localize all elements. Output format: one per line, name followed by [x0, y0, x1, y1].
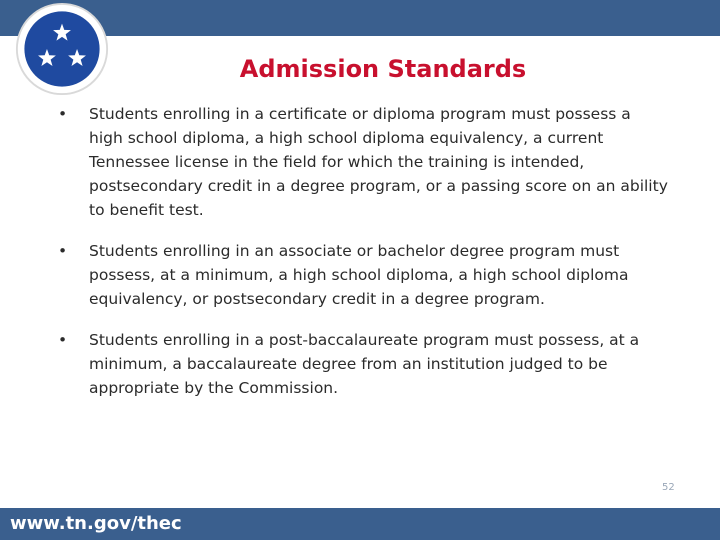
bullet-item [58, 102, 668, 222]
footer-banner [0, 508, 720, 540]
bullet-text: Students enrolling in a certificate or diploma program must possess a high school diploma, a high school diploma equivalency, a current Tennessee license in the field for which the training is intended, postsecondary credit in a degree program, or a passing score on an ability to benefit test. [89, 105, 668, 219]
bullet-item [58, 239, 668, 311]
bullet-marker: • [58, 242, 68, 260]
bullet-text: Students enrolling in a post-baccalaureate program must possess, at a minimum, a baccalaureate degree from an institution judged to be appropriate by the Commission. [89, 331, 640, 397]
bullet-marker: • [58, 331, 68, 349]
footer-url: www.tn.gov/thec [10, 513, 182, 534]
bullet-list [58, 102, 668, 417]
bullet-item [58, 328, 668, 400]
page-number: 52 [662, 482, 675, 493]
bullet-text: Students enrolling in an associate or bachelor degree program must possess, at a minimum, a high school diploma, a high school diploma equivalency, or postsecondary credit in a degree program. [89, 242, 629, 308]
slide-title: Admission Standards [239, 55, 527, 83]
bullet-marker: • [58, 105, 68, 123]
